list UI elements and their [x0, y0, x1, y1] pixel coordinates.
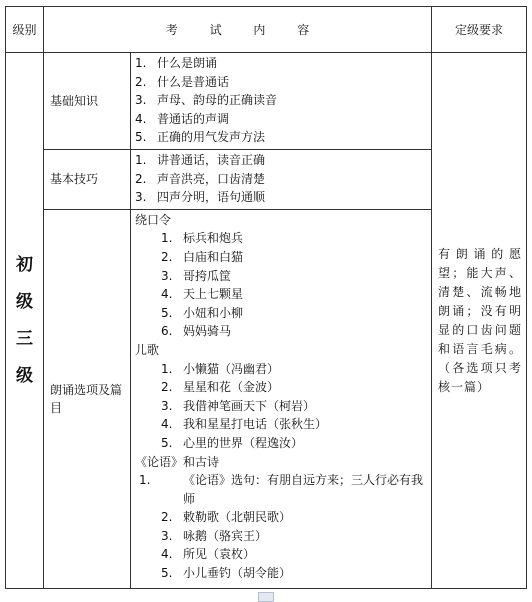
list-item: 4. 天上七颗星: [161, 287, 244, 302]
list-item: 1. 讲普通话，读音正确: [135, 153, 266, 167]
list-item: 1. 《论语》选句：有朋自远方来；三人行必有我师: [139, 473, 424, 506]
recitation-items: [131, 209, 432, 588]
level-char: 级: [16, 291, 33, 312]
basic-skills-items: [131, 150, 432, 210]
category-recitation: 朗诵选项及篇目: [44, 209, 131, 588]
group-title: 《论语》和古诗: [135, 454, 220, 469]
header-content: 考 试 内 容: [44, 7, 432, 53]
list-item: 1. 小懒猫（冯幽君）: [161, 361, 280, 376]
level-char: 级: [16, 365, 33, 386]
list-item: 5. 小儿垂钓（胡令能）: [161, 566, 292, 581]
list-item: 4. 我和星星打电话（张秋生）: [161, 417, 328, 432]
header-requirement: 定级要求: [432, 7, 527, 53]
header-level: 级别: [6, 7, 44, 53]
list-item: 3. 我借神笔画天下（柯岩）: [161, 398, 316, 413]
group-title: 儿歌: [135, 342, 160, 357]
list-item: 3. 哥挎瓜筐: [161, 268, 232, 283]
list-item: 5. 小妞和小柳: [161, 305, 244, 320]
list-item: 3. 声母、韵母的正确读音: [135, 93, 278, 108]
list-item: 5. 正确的用气发声方法: [135, 130, 266, 145]
basic-knowledge-items: [131, 53, 432, 150]
list-item: 2. 敕勒歌（北朝民歌）: [161, 510, 292, 525]
list-item: 4. 所见（袁枚）: [161, 547, 256, 562]
list-item: 2. 白庙和白猫: [161, 249, 244, 264]
category-basic-skills: 基本技巧: [44, 150, 131, 210]
list-item: 1. 什么是朗诵: [135, 56, 218, 70]
group-title: 绕口令: [135, 212, 172, 227]
list-item: 6. 妈妈骑马: [161, 324, 232, 339]
requirement-text: 有朗诵的愿望；能大声、清楚、流畅地朗诵；没有明显的口齿问题和语言毛病。（各选项只考核一篇）: [432, 53, 527, 589]
level-char: 三: [16, 328, 33, 349]
list-item: 2. 什么是普通话: [135, 74, 230, 89]
level-cell: [6, 53, 44, 589]
list-item: 4. 普通话的声调: [135, 111, 230, 126]
list-item: 5. 心里的世界（程逸汝）: [161, 435, 304, 450]
list-item: 2. 声音洪亮，口齿清楚: [135, 171, 266, 186]
list-item: 3. 四声分明，语句通顺: [135, 190, 266, 205]
list-item: 1. 标兵和炮兵: [161, 231, 244, 246]
list-item: 3. 咏鹅（骆宾王）: [161, 528, 268, 543]
scroll-indicator[interactable]: [258, 592, 274, 602]
level-char: 初: [16, 254, 33, 275]
list-item: 2. 星星和花（金波）: [161, 380, 280, 395]
exam-table: [5, 6, 527, 589]
category-basic-knowledge: 基础知识: [44, 53, 131, 150]
